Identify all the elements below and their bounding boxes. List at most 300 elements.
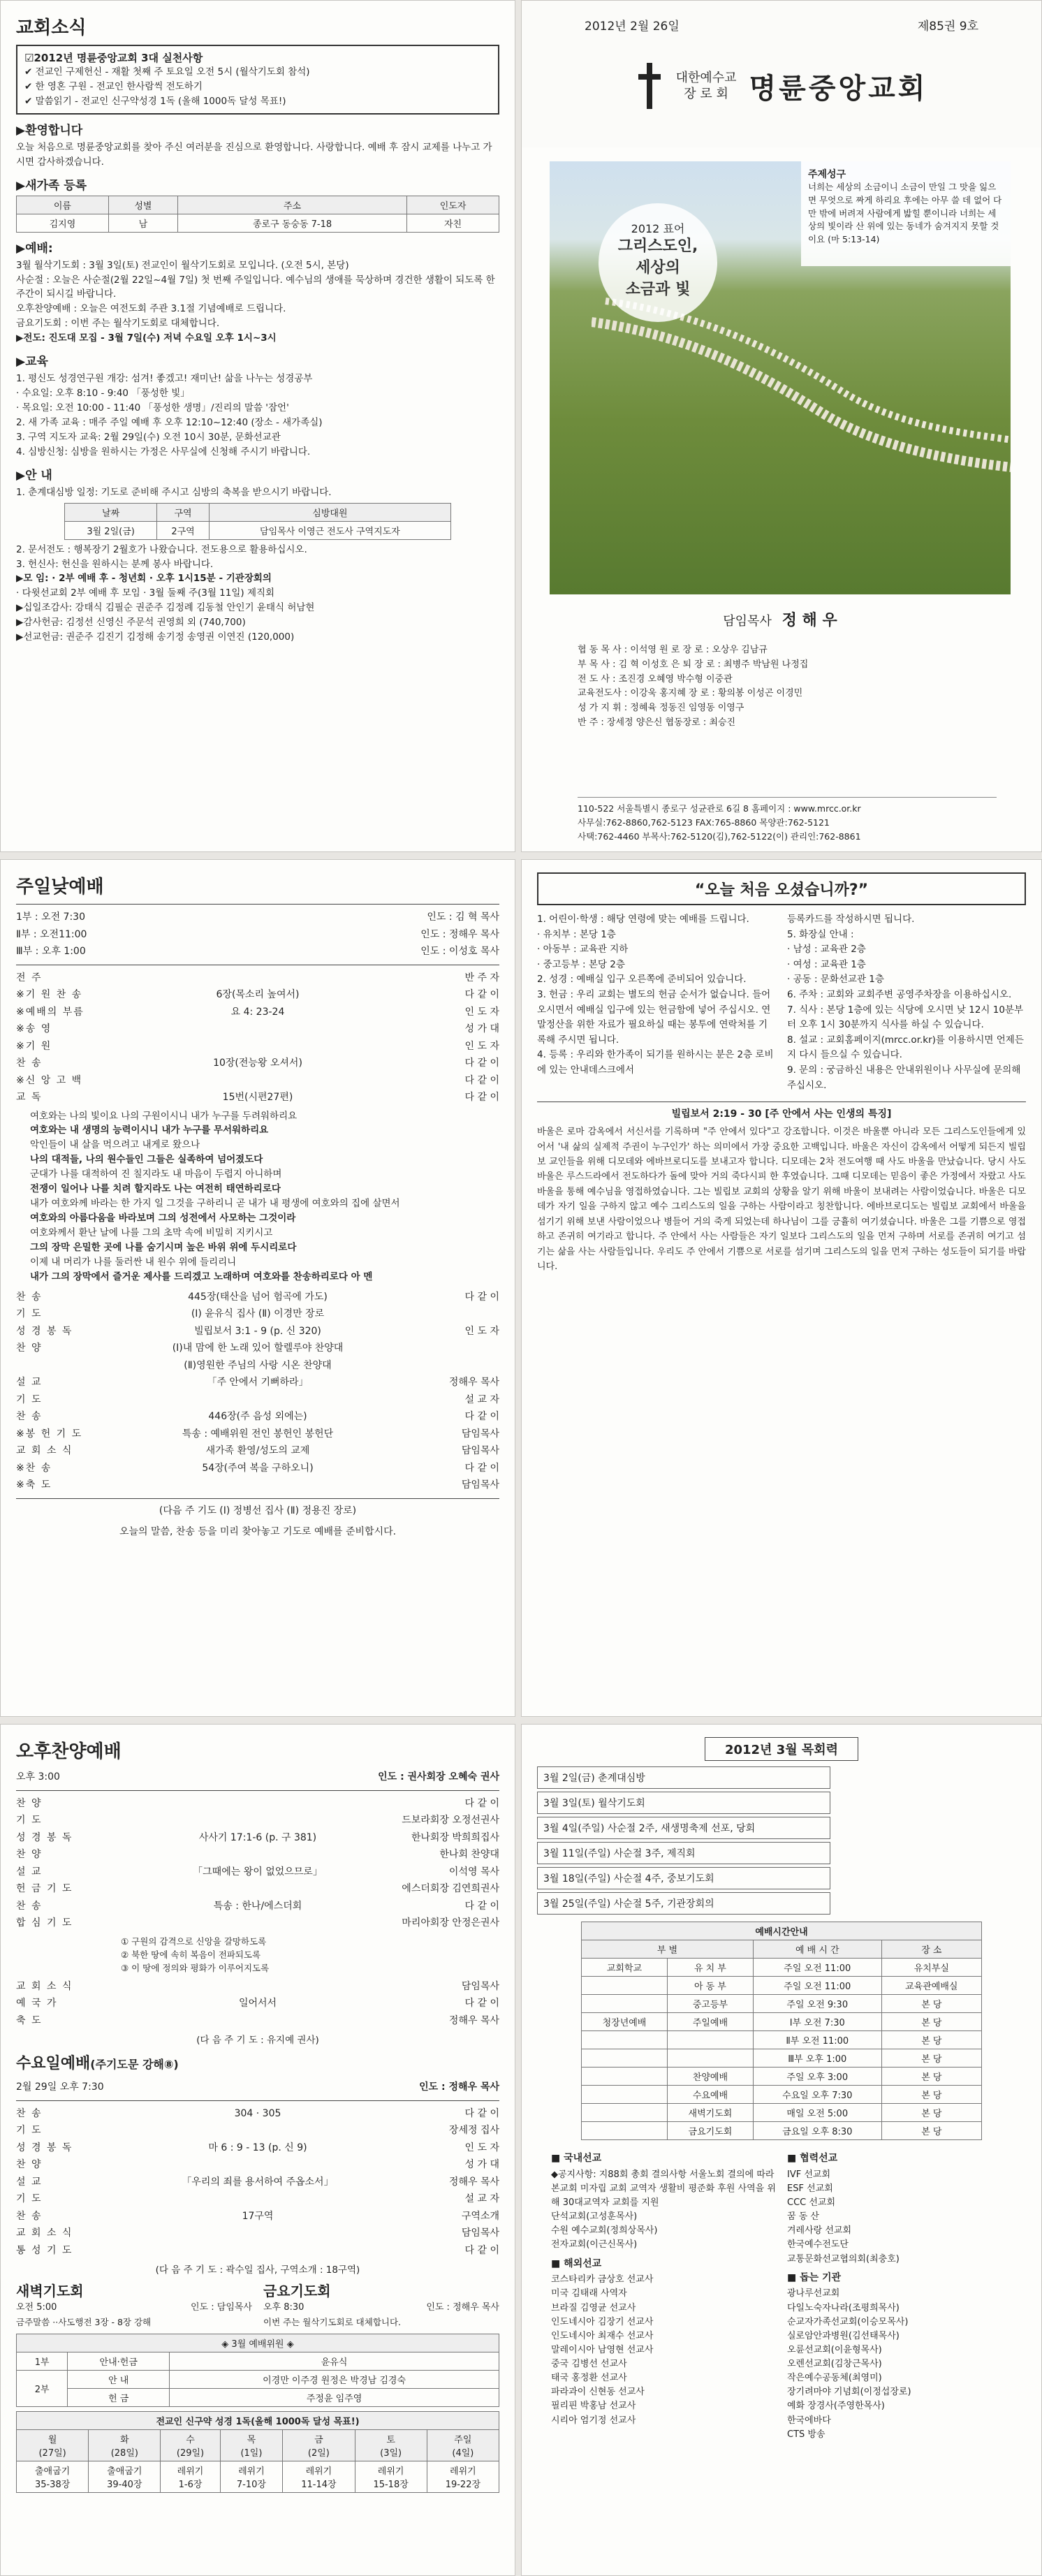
reading-passage: 레위기 15-18장 <box>355 2461 427 2492</box>
service-row <box>582 2068 982 2086</box>
order-row-content: 15번(시편27편) <box>222 1092 293 1103</box>
theme-verse-box <box>801 161 1011 266</box>
worship-item: 금요기도회 : 이번 주는 월삭기도회로 대체합니다. <box>16 318 220 330</box>
table-header: 구역 <box>157 503 210 521</box>
sunday-worship-page <box>0 859 515 1717</box>
service-leader: 인도 : 이성호 목사 <box>420 946 499 957</box>
calendar-item: 3월 4일(주일) 사순절 2주, 새생명축제 선포, 당회 <box>537 1817 830 1839</box>
address-line: 110-522 서울특별시 종로구 성균관로 6길 8 홈페이지 : www.mrcc.or.kr <box>578 803 861 814</box>
order-row-content: 6장(목소리 높여서) <box>216 989 300 1000</box>
order-row <box>16 2105 499 2123</box>
order-row-content: 새가족 환영/성도의 교제 <box>205 1445 310 1457</box>
table-header: 주소 <box>178 196 407 214</box>
table-cell: 주일 오전 11:00 <box>753 1959 881 1977</box>
pastor-name: 정 해 우 <box>782 612 837 629</box>
responsive-line: 군대가 나를 대적하여 진 칠지라도 내 마음이 두렵지 아니하며 <box>30 1169 282 1180</box>
order-row-leader: 정해우 목사 <box>448 2014 499 2026</box>
mission-item: 한국예수전도단 <box>787 2239 849 2251</box>
worship-order-continued <box>16 1289 499 1494</box>
wednesday-title: 수요일예배 <box>16 2055 91 2073</box>
table-cell: 윤유식 <box>170 2352 499 2370</box>
order-row-content <box>121 1020 395 1038</box>
service-row <box>582 1995 982 2013</box>
order-row-label: 설 교 <box>16 1866 43 1878</box>
order-row-leader: 한나회장 박희희집사 <box>411 1831 499 1843</box>
order-row <box>16 1795 499 1813</box>
order-row-content: 「주 안에서 기뻐하라」 <box>207 1377 309 1389</box>
order-row-leader: 인 도 자 <box>464 1040 499 1052</box>
responsive-line: 악인들이 내 살을 먹으려고 내게로 왔으나 <box>30 1139 200 1151</box>
mission-item: 순교자가족선교회(이승모목사) <box>787 2316 909 2327</box>
service-row <box>582 2086 982 2104</box>
order-row-label: 전 주 <box>16 972 43 983</box>
table-header: 성별 <box>108 196 177 214</box>
order-row-content: 특송 : 한나/에스더회 <box>213 1900 302 1912</box>
order-row-label: ※찬 송 <box>16 1462 52 1474</box>
mission-item: 파라과이 신현동 선교사 <box>551 2387 645 2398</box>
service-row <box>582 2122 982 2140</box>
mission-item: 필리핀 박홍남 선교사 <box>551 2401 636 2412</box>
evening-order <box>16 1795 499 1932</box>
order-row <box>16 1995 499 2012</box>
staff-row: 성 가 지 휘 : 정혜육 정동진 임영동 이영구 <box>578 703 744 714</box>
order-row-label: 예 국 가 <box>16 1998 58 2010</box>
address-block <box>578 797 997 844</box>
notice-item: ▶선교헌금: 권준주 김진기 김정해 송기정 송영권 이연진 (120,000) <box>16 631 295 643</box>
calendar-item: 3월 18일(주일) 사순절 4주, 중보기도회 <box>537 1867 830 1889</box>
order-row <box>16 1829 499 1847</box>
responsive-line: 여호와의 아름다움을 바라보며 그의 성전에서 사모하는 그것이라 <box>30 1212 296 1224</box>
table-cell <box>582 1977 668 1995</box>
pastor-label: 담임목사 <box>723 614 772 629</box>
order-row-label: ※기 원 <box>16 1040 52 1052</box>
duty-title: ◈ 3월 예배위원 ◈ <box>17 2334 499 2352</box>
order-row-label: ※축 도 <box>16 1479 52 1491</box>
table-cell: 수요예배 <box>667 2086 753 2104</box>
table-cell: 담임목사 이영근 전도사 구역지도자 <box>210 521 451 539</box>
order-row-content: 빌립보서 3:1 - 9 (p. 신 320) <box>194 1325 321 1337</box>
order-row-content: 10장(전능왕 오셔서) <box>213 1058 302 1069</box>
dawn-title: 새벽기도회 <box>16 2283 84 2300</box>
order-row <box>16 2242 499 2260</box>
mission-item: 시리아 엄기정 선교사 <box>551 2415 636 2426</box>
order-row-leader: 담임목사 <box>461 1428 499 1440</box>
order-row-label: ※신 앙 고 백 <box>16 1074 83 1086</box>
table-cell: 청장년예배 <box>582 2013 668 2031</box>
worship-item: 사순절 : 오늘은 사순절(2월 22일~4월 7일) 첫 번째 주일입니다. 예수님의 생애를 묵상하며 경건한 생활이 되도록 한 주간이 되시길 바랍니다. <box>16 274 495 300</box>
order-row <box>16 986 499 1004</box>
worship-order <box>16 969 499 1106</box>
friday-leader: 인도 : 정해우 목사 <box>426 2302 499 2313</box>
wednesday-subtitle: (주기도문 강해⑧) <box>90 2058 179 2072</box>
table-cell: 본 당 <box>881 1995 981 2013</box>
responsive-line: 그의 장막 은밀한 곳에 나를 숨기시며 높은 바위 위에 두시리로다 <box>30 1241 297 1253</box>
evening-leader: 인도 : 권사회장 오혜숙 권사 <box>378 1771 499 1783</box>
edu-title: ▶교육 <box>16 355 48 369</box>
order-row-content: 「우리의 죄를 용서하여 주옵소서」 <box>182 2176 334 2188</box>
worship-item: 오후찬양예배 : 오늘은 여전도회 주관 3.1절 기념예배로 드립니다. <box>16 303 286 315</box>
order-row-content <box>121 2012 395 2030</box>
order-row-label: 성 경 봉 독 <box>16 2142 73 2153</box>
calendar-item: 3월 2일(금) 춘계대심방 <box>537 1766 830 1789</box>
staff-list <box>578 643 997 731</box>
guide-item: 9. 문의 : 궁금하신 내용은 안내위원이나 사무실에 문의해 주십시오. <box>787 1064 1021 1091</box>
table-cell: Ⅰ부 오전 7:30 <box>753 2013 881 2031</box>
mission-item: 작은예수공동체(최영미) <box>787 2373 882 2384</box>
notice-item: ▶모 임: · 2부 예배 후 - 청년회 · 오후 1시15분 - 기관장회의 <box>16 573 272 585</box>
order-row-leader: 성 가 대 <box>464 2159 499 2171</box>
service-leader: 인도 : 김 혁 목사 <box>427 912 499 923</box>
order-row-leader: 다 같 이 <box>464 1291 499 1303</box>
reading-day: 토 (3일) <box>355 2429 427 2461</box>
evening-next: (다 음 주 기 도 : 유지예 권사) <box>196 2035 319 2047</box>
edu-item: · 수요일: 오후 8:10 - 9:40 「풍성한 빛」 <box>16 388 190 400</box>
order-row <box>16 1357 499 1375</box>
table-cell <box>667 2031 753 2049</box>
order-row <box>16 1915 499 1932</box>
guide-item: · 중고등부 : 본당 2층 <box>537 958 625 970</box>
cover-header <box>522 1 1041 147</box>
mission-item: ◆공지사항: 지88회 총회 결의사항 서울노회 결의에 따라 본교회 미자립 교회 교역자 생활비 평준화 후원 사역을 위해 30대교역자 교회를 지원 <box>551 2169 776 2208</box>
table-cell: 아 동 부 <box>667 1977 753 1995</box>
table-cell: 1부 <box>17 2352 68 2370</box>
order-row-label: 통 성 기 도 <box>16 2244 73 2256</box>
table-cell: 매일 오전 5:00 <box>753 2104 881 2122</box>
edu-item: 3. 구역 지도자 교육: 2월 29일(수) 오전 10시 30분, 문화선교관 <box>16 431 281 443</box>
reading-day: 화 (28일) <box>89 2429 161 2461</box>
notice-item: 2. 문서전도 : 행복장기 2월호가 나왔습니다. 전도용으로 활용하십시오. <box>16 543 307 555</box>
guide-item: 등록카드를 작성하시면 됩니다. <box>787 914 915 925</box>
order-row-leader: 정해우 목사 <box>448 1377 499 1389</box>
mission-item: 한국에바다 <box>787 2415 831 2426</box>
table-cell: 본 당 <box>881 2031 981 2049</box>
mission-item: 인도네시아 김장기 선교사 <box>551 2316 654 2327</box>
calendar-item: 3월 3일(토) 월삭기도회 <box>537 1792 830 1814</box>
order-row-label: 축 도 <box>16 2014 43 2026</box>
reading-passage: 레위기 11-14장 <box>283 2461 355 2492</box>
order-row-content: (Ⅰ)내 맘에 한 노래 있어 할렐루야 찬양대 <box>172 1342 344 1354</box>
duty-table <box>16 2334 499 2407</box>
order-row-content <box>121 1795 395 1813</box>
overseas-title: ■ 해외선교 <box>551 2257 602 2269</box>
order-row <box>16 1323 499 1340</box>
order-row-leader <box>395 1340 499 1357</box>
table-header: 날짜 <box>65 503 157 521</box>
table-cell <box>582 2086 668 2104</box>
coop-title: ■ 협력선교 <box>787 2153 838 2164</box>
table-cell: 종로구 동숭동 7-18 <box>178 214 407 232</box>
cover-page <box>521 0 1042 852</box>
order-row <box>16 2139 499 2157</box>
table-cell: 유치부실 <box>881 1959 981 1977</box>
table-cell: 찬양예배 <box>667 2068 753 2086</box>
service-row <box>582 1959 982 1977</box>
staff-row: 협 동 목 사 : 이석영 원 로 장 로 : 오상우 김남규 <box>578 645 768 655</box>
order-row <box>16 1038 499 1055</box>
guide-item: 2. 성경 : 예배실 입구 오른쪽에 준비되어 있습니다. <box>537 974 747 986</box>
order-row <box>16 1289 499 1306</box>
welcome-text: 오늘 처음으로 명륜중앙교회를 찾아 주신 여러분을 진심으로 환영합니다. 사랑합니다. 예배 후 잠시 교제를 나누고 가시면 감사하겠습니다. <box>16 141 492 168</box>
order-row-leader: 인 도 자 <box>464 2142 499 2153</box>
theme-tag: 주제성구 <box>808 169 846 180</box>
other-services-page <box>0 1724 515 2576</box>
reading-passage: 출애굽기 35-38장 <box>17 2461 89 2492</box>
order-row-content: (Ⅱ)영원한 주님의 사랑 시온 찬양대 <box>184 1359 332 1371</box>
meditation-text: 바울은 로마 감옥에서 서신서를 기록하며 "주 안에서 있다"고 강조합니다. 이것은 바울뿐 아니라 모든 그리스도인들에게 있어서 '내 삶의 실제적 주권이 누구인가' 하는 의미에서 가장 중요한 고백입니다. 바울은 자신이 감옥에서 어떻게 되든지 빌립보 교인들을 위해 디모데와 에바브로디도를 보내고자 합니다. 디모데는 2차 전도여행 때 사도 바울을 만났습니다. 당시 사도 바울은 루스드라에서 전도하다가 돌에 맞아 거의 죽다시피 한 후였습니다. 그때 디모데는 믿음이 좋은 가정에서 자랐고 사도 바울을 통해 예수님을 영접하였습니다. 그는 빌립보 교회의 상황을 알기 위해 바울이 보내려는 사람이었습니다. 바울은 디모데가 자기 일을 구하지 않고 예수 그리스도의 일을 구하는 사람이라고 칭찬합니다. 에바브로디도는 빌립보 교회에서 바울을 섬기기 위해 보낸 사람이었으나 병들어 거의 죽게 되었는데 하나님이 그를 긍휼히 여기셨습니다. 바울은 그를 기쁨으로 영접하고 존귀히 여기라고 합니다. 주 안에서 사는 사람들은 자기 일보다 그리스도의 일을 먼저 구하며 서로를 존귀히 여기고 섬기는 삶을 사는 사람들입니다. 우리도 주 안에서 기쁨으로 서로를 섬기며 그리스도의 일을 먼저 구하는 성도들이 되기를 바랍니다. <box>537 1127 1026 1273</box>
dawn-time: 오전 5:00 <box>16 2302 57 2313</box>
calendar-item: 3월 11일(주일) 사순절 3주, 제직회 <box>537 1842 830 1864</box>
calendar-list <box>537 1766 1026 1915</box>
visit-table <box>64 503 451 540</box>
order-row-leader: 설 교 자 <box>464 2193 499 2205</box>
meditation-title: 빌립보서 2:19 - 30 [주 안에서 사는 인생의 특징] <box>671 1108 892 1120</box>
table-header: 장 소 <box>881 1940 981 1959</box>
order-row <box>16 1408 499 1426</box>
order-row <box>16 1812 499 1829</box>
order-row <box>16 2190 499 2208</box>
order-row-leader: 인 도 자 <box>464 1325 499 1337</box>
order-row-leader: 이석영 목사 <box>448 1866 499 1878</box>
responsive-line: 여호와는 내 생명의 능력이시니 내가 누구를 무서워하리요 <box>30 1125 269 1136</box>
order-row-content: 445장(태산을 넘어 험곡에 가도) <box>188 1291 328 1303</box>
dawn-text: 금주말씀 ··사도행전 3장 - 8장 강해 <box>16 2316 152 2327</box>
order-row-content <box>121 1846 395 1864</box>
order-row-content <box>121 1915 395 1932</box>
table-cell: 본 당 <box>881 2068 981 2086</box>
news-title: 교회소식 <box>16 17 87 38</box>
edu-item: 4. 심방신청: 심방을 원하시는 가정은 사무실에 신청해 주시기 바랍니다. <box>16 446 311 458</box>
cover-date: 2012년 2월 26일 <box>585 20 680 34</box>
service-row <box>582 2049 982 2068</box>
order-row-label: 교 회 소 식 <box>16 2227 73 2239</box>
notice-item: 1. 춘계대심방 일정: 기도로 준비해 주시고 심방의 축복을 받으시기 바랍니다. <box>16 486 332 498</box>
reading-day: 수 (29일) <box>161 2429 220 2461</box>
order-row-leader: 반 주 자 <box>464 972 499 983</box>
staff-row: 교육전도사 : 이강욱 홍지혜 장 로 : 황의봉 이성곤 이경민 <box>578 688 803 699</box>
practice-item: ✔ 한 영혼 구원 - 전교인 한사람씩 전도하기 <box>24 80 203 92</box>
domestic-title: ■ 국내선교 <box>551 2153 602 2164</box>
guide-item: · 유치부 : 본당 1층 <box>537 928 616 940</box>
mission-item: 단석교회(고성훈목사) <box>551 2211 638 2223</box>
responsive-line: 나의 대적들, 나의 원수들인 그들은 실족하여 넘어졌도다 <box>30 1154 263 1166</box>
guide-item: 1. 어린이·학생 : 해당 연령에 맞는 예배를 드립니다. <box>537 914 749 925</box>
mission-item: 브라질 김영균 선교사 <box>551 2302 636 2313</box>
domestic-list <box>551 2168 776 2253</box>
order-row <box>16 1004 499 1021</box>
table-cell <box>582 2031 668 2049</box>
order-row-label: 설 교 <box>16 1377 43 1389</box>
mission-item: 교통문화선교협의회(최충호) <box>787 2253 900 2264</box>
bible-reading-table <box>16 2411 499 2493</box>
order-row <box>16 1442 499 1460</box>
responsive-line: 이제 내 머리가 나를 둘러싼 내 원수 위에 들리리니 <box>30 1256 237 1268</box>
mission-item: 꿈 동 산 <box>787 2211 819 2223</box>
order-row <box>16 1426 499 1443</box>
order-row-label: 찬 송 <box>16 2107 43 2119</box>
table-cell: 헌 금 <box>68 2388 170 2406</box>
wednesday-leader: 인도 : 정해우 목사 <box>419 2081 499 2093</box>
order-row-leader: 담임목사 <box>461 1479 499 1491</box>
order-row-label: 합 심 기 도 <box>16 1917 73 1929</box>
reading-passage: 출애굽기 39-40장 <box>89 2461 161 2492</box>
wednesday-next: (다 음 주 기 도 : 곽수일 집사, 구역소개 : 18구역) <box>155 2264 360 2276</box>
order-row-content <box>121 1812 395 1829</box>
order-row-label: 찬 양 <box>16 2159 43 2171</box>
order-row <box>16 2208 499 2225</box>
order-row <box>16 2174 499 2191</box>
guide-item: 5. 화장실 안내 : <box>787 928 854 940</box>
guide-item: · 여성 : 교육관 1층 <box>787 958 866 970</box>
order-row-label: 기 도 <box>16 1308 43 1320</box>
table-header: 인도자 <box>407 196 499 214</box>
order-row-label: 찬 송 <box>16 2210 43 2222</box>
table-cell: 안 내 <box>68 2370 170 2388</box>
visitor-guide-left <box>537 912 776 1093</box>
mission-item: 미국 김태래 사역자 <box>551 2288 627 2299</box>
notice-title: ▶안 내 <box>16 468 52 483</box>
order-row <box>16 1340 499 1357</box>
evening-order-continued <box>16 1978 499 2030</box>
order-row-content: 446장(주 음성 외에는) <box>208 1411 307 1423</box>
order-row-leader: 다 같 이 <box>464 1092 499 1103</box>
order-row-leader: 다 같 이 <box>464 1058 499 1069</box>
cross-logo-icon <box>636 61 663 110</box>
order-row <box>16 1020 499 1038</box>
reading-passage: 레위기 1-6장 <box>161 2461 220 2492</box>
order-row-content: 요 4: 23-24 <box>230 1006 285 1018</box>
prepare-note: 오늘의 말씀, 찬송 등을 미리 찾아놓고 기도로 예배를 준비합시다. <box>119 1525 397 1537</box>
order-row-label: ※예배의 부름 <box>16 1006 85 1018</box>
theme-text: 너희는 세상의 소금이니 소금이 만일 그 맛을 잃으면 무엇으로 짜게 하리요 후에는 아무 쓸 데 없어 다만 밖에 버려져 사람에게 밟힐 뿐이니라 너희는 세상의 빛이라 산 위에 있는 동네가 숨겨지지 못할 것이요 (마 5:13-14) <box>808 182 1002 244</box>
mission-item: CTS 방송 <box>787 2429 825 2440</box>
order-row-content: 304 · 305 <box>234 2107 281 2119</box>
order-row-leader: 마리아회장 안정은권사 <box>402 1917 499 1929</box>
mission-item: 예화 장경사(주영한목사) <box>787 2401 885 2412</box>
table-cell: 주일 오전 11:00 <box>753 1977 881 1995</box>
order-row-label: 찬 송 <box>16 1900 43 1912</box>
table-cell: Ⅲ부 오후 1:00 <box>753 2049 881 2068</box>
order-row-label: 기 도 <box>16 1815 43 1826</box>
guide-item: 4. 등록 : 우리와 한가족이 되기를 원하시는 분은 2층 로비에 있는 안내데스크에서 <box>537 1049 774 1076</box>
order-row-leader <box>395 1305 499 1323</box>
cover-issue: 제85권 9호 <box>917 20 978 34</box>
table-cell: Ⅱ부 오전 11:00 <box>753 2031 881 2049</box>
order-row-leader: 다 같 이 <box>464 1797 499 1809</box>
motto-badge <box>599 203 717 322</box>
table-cell: 금요기도회 <box>667 2122 753 2140</box>
order-row-leader: 드보라회장 오정선권사 <box>402 1815 499 1826</box>
order-row-label: 찬 양 <box>16 1797 43 1809</box>
table-cell: 주일예배 <box>667 2013 753 2031</box>
mission-item: 다일노숙자나라(조평희목사) <box>787 2302 900 2313</box>
staff-row: 반 주 : 장세정 양은신 협동장로 : 최승진 <box>578 717 736 728</box>
order-row <box>16 1880 499 1898</box>
order-row-content <box>121 1072 395 1090</box>
guide-item: 7. 식사 : 본당 1층에 있는 식당에 오시면 낮 12시 10분부터 오후 1시 30분까지 식사를 하실 수 있습니다. <box>787 1004 1024 1031</box>
overseas-list <box>551 2273 776 2428</box>
order-row <box>16 1072 499 1090</box>
order-row-leader: 구역소개 <box>461 2210 499 2222</box>
friday-time: 오후 8:30 <box>263 2302 304 2313</box>
guide-item: 3. 헌금 : 우리 교회는 별도의 헌금 순서가 없습니다. 들어오시면서 예배실 입구에 있는 헌금함에 넣어 주십시오. 연말정산을 위한 자료가 필요하실 때는 봉투에 연락처를 기록해 주시면 됩니다. <box>537 988 771 1046</box>
order-row <box>16 1846 499 1864</box>
table-cell: 2구역 <box>157 521 210 539</box>
dawn-leader: 인도 : 담임목사 <box>191 2302 252 2313</box>
order-row-content <box>121 1978 395 1996</box>
wednesday-order <box>16 2105 499 2260</box>
staff-row: 부 목 사 : 김 혁 이성호 은 퇴 장 로 : 최병주 박남원 나정집 <box>578 659 809 670</box>
order-row-leader: 인 도 자 <box>464 1006 499 1018</box>
order-row-content <box>121 2122 395 2139</box>
bible-reading-title: 전교인 신구약 성경 1독(올해 1000독 달성 목표!) <box>17 2411 499 2429</box>
table-header: 이름 <box>17 196 109 214</box>
order-row-label <box>16 1357 121 1375</box>
order-row <box>16 1898 499 1915</box>
worship-title: ▶예배: <box>16 241 53 256</box>
guide-item: · 공동 : 문화선교관 1층 <box>787 974 884 986</box>
table-cell: 3월 2일(금) <box>65 521 157 539</box>
order-row-leader: 담임목사 <box>461 1980 499 1992</box>
motto-text: 그리스도인, 세상의 소금과 빛 <box>617 237 698 298</box>
practice-item: ✔ 말씀읽기 - 전교인 신구약성경 1독 (올해 1000독 달성 목표!) <box>24 95 286 107</box>
order-row-content: 사사기 17:1-6 (p. 구 381) <box>198 1831 317 1843</box>
prayer-topic: ③ 이 땅에 정의와 평화가 이루어지도록 <box>121 1963 270 1974</box>
table-cell: 금요일 오후 8:30 <box>753 2122 881 2140</box>
prayer-topics <box>121 1935 499 1975</box>
mission-item: 말레이시아 남영현 선교사 <box>551 2344 654 2355</box>
sunday-title: 주일낮예배 <box>16 877 104 898</box>
evening-title: 오후찬양예배 <box>16 1741 122 1762</box>
order-row-content: 54장(주여 복을 구하오니) <box>202 1462 314 1474</box>
order-row-leader: 담임목사 <box>461 2227 499 2239</box>
mission-item: 중국 김병선 선교사 <box>551 2359 627 2370</box>
order-row-label: ※봉 헌 기 도 <box>16 1428 83 1440</box>
welcome-title: ▶환영합니다 <box>16 123 83 138</box>
denomination: 대한예수교 장 로 회 <box>675 70 737 101</box>
order-row-label: 찬 양 <box>16 1849 43 1860</box>
service-time: Ⅲ부 : 오후 1:00 <box>16 946 86 957</box>
wednesday-time: 2월 29일 오후 7:30 <box>16 2081 104 2093</box>
mission-item: 인도네시아 최재수 선교사 <box>551 2330 654 2341</box>
mission-item: 광나루선교회 <box>787 2288 840 2299</box>
coop-list <box>787 2168 1012 2267</box>
notice-item: ▶감사헌금: 김정선 신영신 주문석 권영희 외 (740,700) <box>16 617 246 629</box>
service-row <box>582 2013 982 2031</box>
order-row-content: 17구역 <box>242 2210 274 2222</box>
table-header: 부 별 <box>582 1940 754 1959</box>
service-row <box>582 1977 982 1995</box>
mission-item: 장기려마야 기념회(이정섭장로) <box>787 2387 911 2398</box>
address-line: 사택:762-4460 부목사:762-5120(김),762-5122(이) 관리인:762-8861 <box>578 831 861 842</box>
order-row-label: 기 도 <box>16 2125 43 2137</box>
edu-item: 1. 평신도 성경연구원 개강: 섬겨! 좋겠고! 재미난! 삶을 나누는 성경공부 <box>16 373 313 385</box>
service-leader: 인도 : 정해우 목사 <box>420 928 499 940</box>
table-cell: 주정윤 임주영 <box>170 2388 499 2406</box>
order-row <box>16 1089 499 1106</box>
table-cell: 김지영 <box>17 214 109 232</box>
table-cell: 주일 오후 3:00 <box>753 2068 881 2086</box>
order-row-content: 「그때에는 왕이 없었으므로」 <box>193 1866 323 1878</box>
mission-item: 오렌선교회(김창근목사) <box>787 2359 882 2370</box>
service-time: 1부 : 오전 7:30 <box>16 912 85 923</box>
table-header: 심방대원 <box>210 503 451 521</box>
notice-item: 3. 헌신사: 헌신을 원하시는 분께 봉사 바랍니다. <box>16 558 214 570</box>
order-row-content: 특송 : 예배위원 전인 봉헌인 봉헌단 <box>182 1428 334 1440</box>
practice-title: ☑2012년 명륜중앙교회 3대 실천사항 <box>24 52 203 64</box>
service-row <box>582 2104 982 2122</box>
guide-item: 6. 주차 : 교회와 교회주변 공영주차장을 이용하십시오. <box>787 988 1012 1000</box>
friday-text: 이번 주는 월삭기도회로 대체합니다. <box>263 2316 402 2327</box>
